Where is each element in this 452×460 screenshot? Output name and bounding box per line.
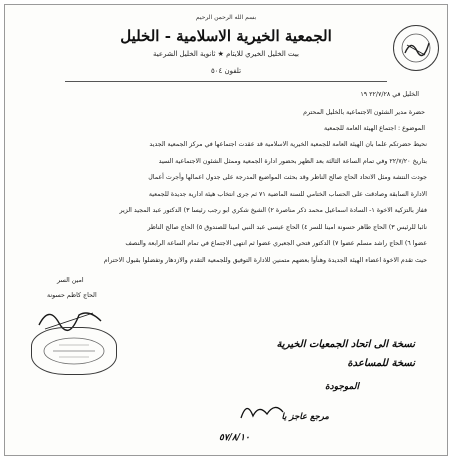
body-line: الادارة السابقة وصادقت على الحساب الختامي للسنة الماضية ٧١ ثم جرى انتخاب هيئة ادارية جديدة للجمعية	[148, 190, 427, 198]
body-line: عضوا ٦) الحاج راشد مسلم عضوا ٧) الدكتور فتحي الجعبري عضوا ثم انتهى الاجتماع في تمام الساعة الرابعة والنصف	[125, 240, 427, 247]
body-line: نائبا للرئيس ٣) الحاج طاهر حسونة امينا للسر ٤) الحاج عيسى عبد النبي امينا للصندوق ٥) الحاج صالح الناظر	[147, 223, 427, 231]
bottom-left-stamp	[31, 327, 117, 375]
stamp-emblem-icon	[39, 334, 109, 368]
handwritten-initials-icon	[237, 398, 287, 424]
organization-name: الجمعية الخيرية الاسلامية - الخليل	[120, 27, 332, 45]
signatory-name: الحاج كاظم حسونة	[47, 292, 97, 299]
subject-line: الموضوع : اجتماع الهيئة العامة للجمعية	[323, 125, 425, 132]
addressee: حضرة مدير الشئون الاجتماعية بالخليل المحترم	[303, 109, 425, 116]
letter-body	[17, 137, 427, 269]
date-line: الخليل في ٢٢/٧/٢٨ ١٩	[360, 91, 419, 98]
body-line: بتاريخ ٢٢/٧/٢٠ وفي تمام الساعة الثالثة بعد الظهر بحضور ادارة الجمعية وممثل الشئون الاجتماعية السيد	[158, 157, 427, 165]
body-line: جودت النتشة ومثل الاتحاد الحاج صالح الناظر وقد بحثت المواضيع المدرجة على جدول اعمالها وأجرت أعمال	[148, 174, 427, 181]
header-divider	[65, 81, 387, 82]
handwritten-date: ٥٧/٨/١٠	[219, 433, 250, 443]
body-line: حيث تقدم الاخوة اعضاء الهيئة الجديدة وهنأوا بعضهم متمنين للادارة التوفيق وللجمعية التقدم والازدهار وتفضلوا بقبول الاحترام	[103, 256, 427, 264]
handwritten-cc-line-1: نسخة الى اتحاد الجمعيات الخيرية	[276, 339, 415, 350]
phone-number: تلفون ٥٠٤	[210, 67, 242, 75]
document-page	[4, 4, 448, 456]
handwritten-cc-line-2: نسخة للمساعدة	[347, 358, 415, 369]
basmala: بسم الله الرحمن الرحيم	[195, 14, 257, 21]
institutions-line: بيت الخليل الخيري للايتام ★ ثانوية الخليل الشرعية	[153, 50, 299, 58]
handwritten-note: مرجع عاجز يا	[281, 412, 329, 422]
handwritten-cc-line-3: الموجودة	[324, 382, 359, 392]
body-line: نحيط حضرتكم علما بان الهيئة العامة للجمعية الخيرية الاسلامية قد عقدت اجتماعها في مركز الجمعية الجديد	[149, 141, 427, 148]
body-line: ففاز بالتزكية الاخوة ١- السادة اسماعيل محمد ذكر مناصرة ٢) الشيخ شكري ابو رجب رئيسا ٣) الدكتور عبد المجيد الزير	[119, 207, 427, 214]
signatory-title: امين السر	[57, 277, 84, 284]
